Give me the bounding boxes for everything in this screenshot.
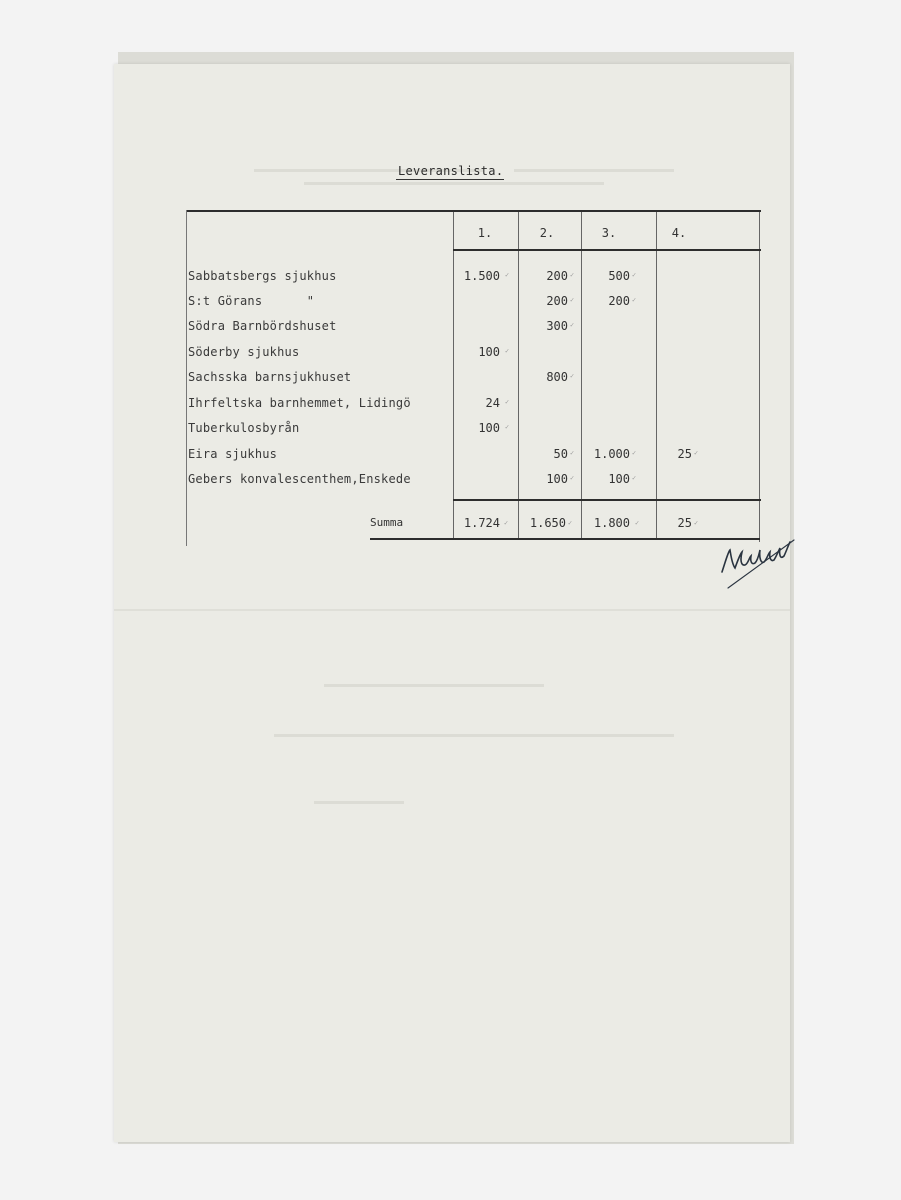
column-header-3: 3. [601, 226, 617, 240]
title-underline [396, 179, 504, 180]
summa-underline [370, 538, 760, 540]
cell-value: 500 [608, 269, 630, 283]
check-mark: ✓ [632, 474, 637, 482]
check-mark: ✓ [635, 519, 640, 527]
row-label: Tuberkulosbyrån [188, 421, 300, 435]
cell-value: 25 [677, 447, 692, 461]
table-top-rule [186, 210, 761, 212]
table-col-rule [581, 212, 582, 538]
cell-value: 50 [553, 447, 568, 461]
showthrough-line [514, 169, 674, 172]
row-label: Gebers konvalescenthem,Enskede [188, 472, 411, 486]
check-mark: ✓ [570, 271, 575, 279]
check-mark: ✓ [632, 271, 637, 279]
row-label: Sachsska barnsjukhuset [188, 370, 352, 384]
total-value: 1.724 [463, 516, 500, 530]
cell-value: 1.000 [593, 447, 630, 461]
cell-value: 200 [608, 294, 630, 308]
column-header-1: 1. [477, 226, 493, 240]
table-right-rule [759, 212, 760, 542]
total-value: 1.650 [529, 516, 566, 530]
check-mark: ✓ [505, 398, 510, 406]
cell-value: 800 [546, 370, 568, 384]
cell-value: 100 [608, 472, 630, 486]
row-label: Söderby sjukhus [188, 345, 300, 359]
row-label: Sabbatsbergs sjukhus [188, 269, 337, 283]
row-label: Ihrfeltska barnhemmet, Lidingö [188, 396, 411, 410]
check-mark: ✓ [568, 519, 573, 527]
showthrough-line [274, 734, 674, 737]
check-mark: ✓ [570, 296, 575, 304]
check-mark: ✓ [505, 347, 510, 355]
check-mark: ✓ [694, 519, 699, 527]
header-rule [453, 249, 761, 251]
showthrough-line [304, 182, 604, 185]
cell-value: 200 [546, 294, 568, 308]
cell-value: 100 [478, 421, 500, 435]
total-value: 1.800 [593, 516, 630, 530]
column-header-4: 4. [671, 226, 687, 240]
table-col-rule [656, 212, 657, 538]
page-fold-line [114, 609, 790, 611]
handwritten-signature [718, 532, 798, 594]
document-title: Leveranslista. [398, 164, 504, 178]
document-page [114, 64, 790, 1142]
check-mark: ✓ [570, 474, 575, 482]
cell-value: 1.500 [463, 269, 500, 283]
table-left-rule [186, 210, 187, 546]
table-col-rule [453, 212, 454, 538]
cell-value: 100 [478, 345, 500, 359]
showthrough-line [324, 684, 544, 687]
summa-label: Summa [370, 516, 404, 529]
check-mark: ✓ [570, 321, 575, 329]
check-mark: ✓ [504, 519, 509, 527]
row-label: Södra Barnbördshuset [188, 319, 337, 333]
row-label: S:t Görans " [188, 294, 315, 308]
column-header-2: 2. [539, 226, 555, 240]
check-mark: ✓ [694, 449, 699, 457]
check-mark: ✓ [570, 449, 575, 457]
check-mark: ✓ [632, 449, 637, 457]
total-value: 25 [677, 516, 692, 530]
showthrough-line [314, 801, 404, 804]
check-mark: ✓ [570, 372, 575, 380]
row-label: Eira sjukhus [188, 447, 278, 461]
total-rule [453, 499, 761, 501]
cell-value: 300 [546, 319, 568, 333]
check-mark: ✓ [505, 423, 510, 431]
check-mark: ✓ [632, 296, 637, 304]
cell-value: 100 [546, 472, 568, 486]
cell-value: 24 [485, 396, 500, 410]
cell-value: 200 [546, 269, 568, 283]
check-mark: ✓ [505, 271, 510, 279]
